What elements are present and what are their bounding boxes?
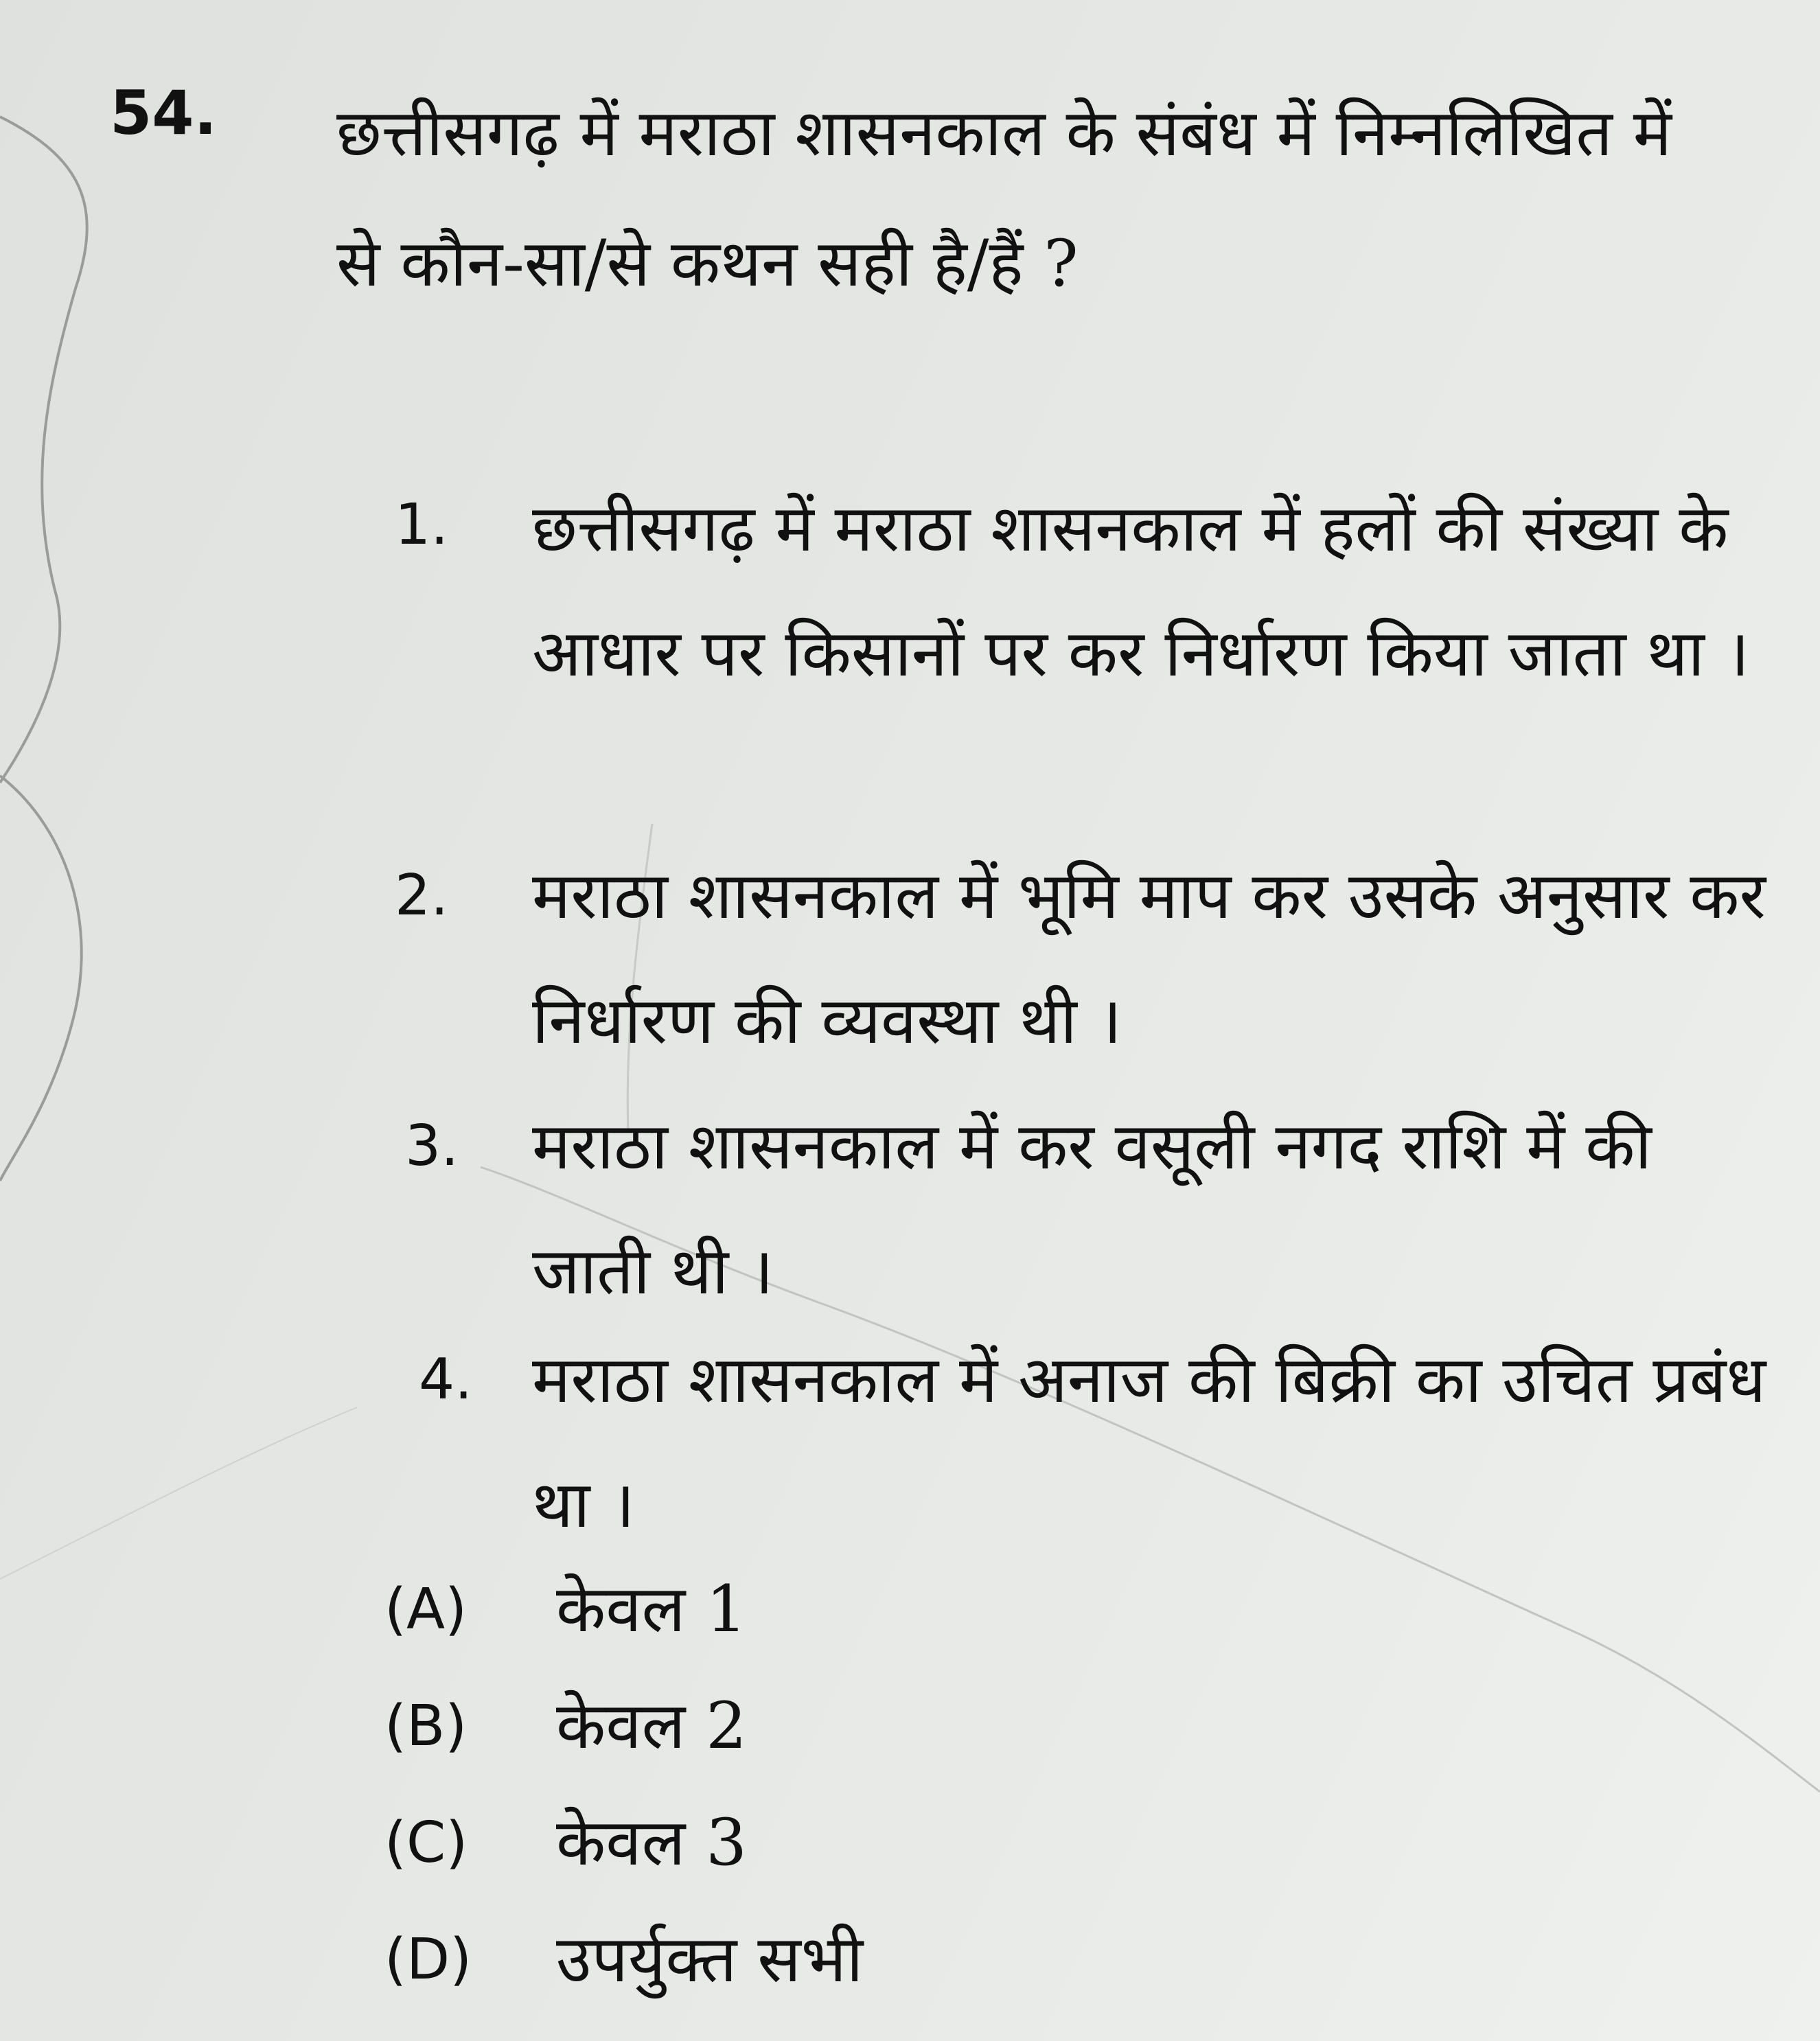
statement-3-text: मराठा शासनकाल में कर वसूली नगद राशि में की जाती थी । — [532, 1109, 1652, 1309]
option-d-text: उपर्युक्त सभी — [556, 1922, 864, 1997]
option-a-text: केवल 1 — [556, 1572, 747, 1647]
statement-4-text: मराठा शासनकाल में अनाज की बिक्री का उचित प्रबंध था । — [532, 1343, 1766, 1543]
option-d-label: (D) — [384, 1927, 472, 1992]
option-a-label: (A) — [384, 1577, 468, 1642]
option-b-text: केवल 2 — [556, 1689, 747, 1764]
statement-3-number: 3. — [405, 1114, 459, 1179]
statement-1-number: 1. — [395, 492, 449, 557]
statement-2-text: मराठा शासनकाल में भूमि माप कर उसके अनुसार कर निर्धारण की व्यवस्था थी । — [532, 859, 1766, 1059]
question-text: छत्तीसगढ़ में मराठा शासनकाल के संबंध में निम्नलिखित में से कौन-सा/से कथन सही है/हैं ? — [336, 96, 1672, 301]
statement-4-number: 4. — [419, 1347, 473, 1412]
option-c-text: केवल 3 — [556, 1806, 747, 1880]
option-b-label: (B) — [384, 1694, 468, 1759]
statement-1-text: छत्तीसगढ़ में मराठा शासनकाल में हलों की संख्या के आधार पर किसानों पर कर निर्धारण किया जाता था । — [532, 492, 1750, 691]
question-number: 54. — [110, 78, 217, 148]
statement-2-number: 2. — [395, 863, 449, 928]
option-c-label: (C) — [384, 1810, 468, 1876]
